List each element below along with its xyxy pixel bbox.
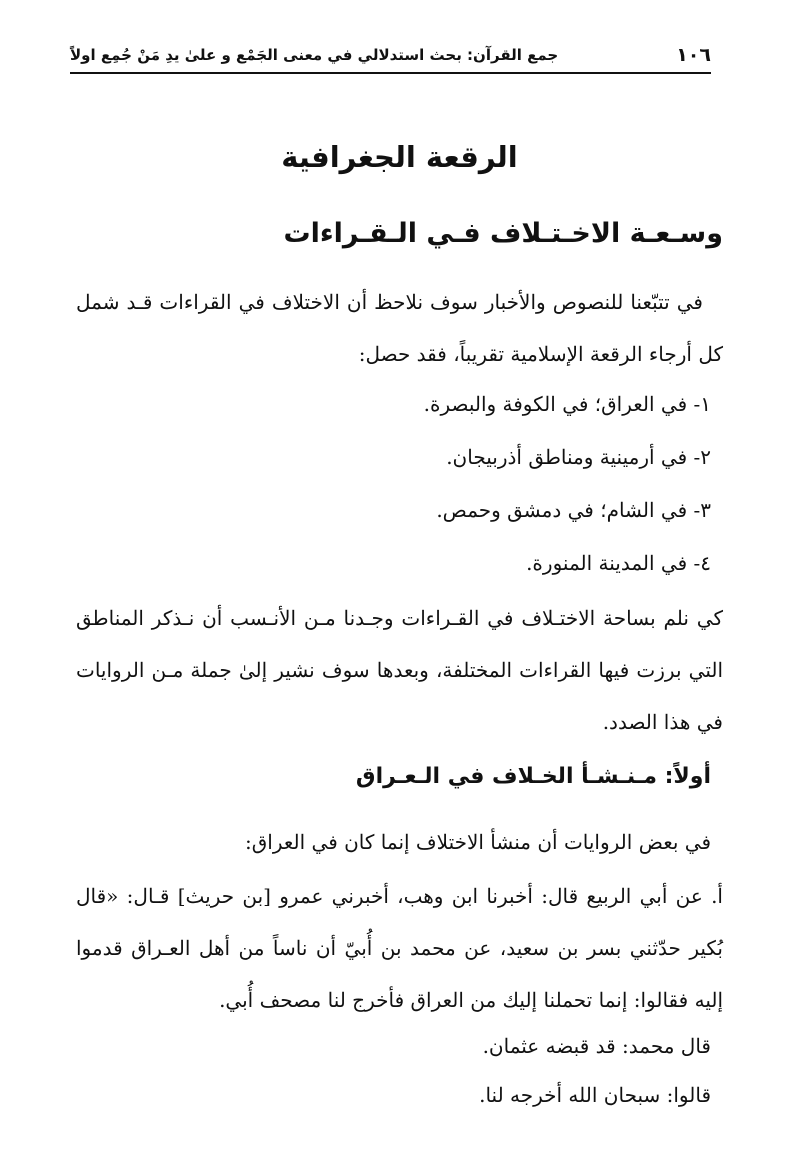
iraq-heading: أولاً: مـنـشـأ الخـلاف في الـعـراق: [355, 764, 711, 789]
subsection-title: وسـعـة الاخـتـلاف فـي الـقـراءات: [283, 218, 723, 249]
narration-paragraph: أ. عن أبي الربيع قال: أخبرنا ابن وهب، أخبرني عمرو [بن حريث] قـال: «قال بُكير حدّثني بسر بن سعيد، عن محمد بن أُبيّ أن ناساً من أهل العـراق قدموا إليه فقالوا: إنما تحملنا إليك من العراق فأخرج لنا مصحف أُبي.: [76, 884, 723, 1012]
section-title: الرقعة الجغرافية: [281, 140, 518, 174]
running-title: جمع القرآن: بحث استدلالي في معنى الجَمْع و علىٰ يدِ مَنْ جُمِع اولاً: [70, 46, 559, 64]
dialogue-line-2: قالوا: سبحان الله أخرجه لنا.: [479, 1083, 711, 1107]
region-item-1: ١- في العراق؛ في الكوفة والبصرة.: [423, 392, 711, 416]
running-header: [70, 38, 711, 74]
dialogue-line-1: قال محمد: قد قبضه عثمان.: [482, 1034, 711, 1058]
page-number: ١٠٦: [676, 44, 711, 66]
region-item-4: ٤- في المدينة المنورة.: [526, 551, 711, 575]
iraq-intro: في بعض الروايات أن منشأ الاختلاف إنما كان في العراق:: [245, 830, 711, 854]
intro-paragraph: في تتبّعنا للنصوص والأخبار سوف نلاحظ أن الاختلاف في القراءات قـد شمل كل أرجاء الرقعة الإسلامية تقريباً، فقد حصل:: [76, 290, 723, 366]
transition-paragraph: كي نلم بساحة الاختـلاف في القـراءات وجـدنا مـن الأنـسب أن نـذكر المناطق التي برزت فيها القراءات المختلفة، وبعدها سوف نشير إلىٰ جملة مـن الروايات في هذا الصدد.: [76, 606, 723, 734]
region-item-3: ٣- في الشام؛ في دمشق وحمص.: [436, 498, 711, 522]
region-item-2: ٢- في أرمينية ومناطق أذربيجان.: [446, 445, 711, 469]
